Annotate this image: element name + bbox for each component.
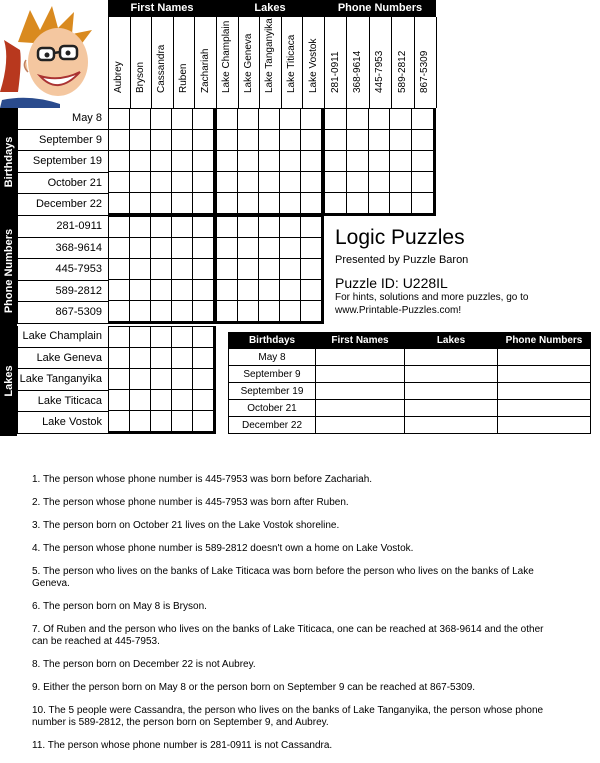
grid-cell[interactable] [412,151,434,172]
grid-cell[interactable] [217,193,238,214]
column-label [282,17,304,108]
grid-cell[interactable] [109,369,130,390]
grid-cell[interactable] [301,151,322,172]
grid-cell[interactable] [217,238,238,259]
grid-cell[interactable] [259,280,280,301]
presented-by: Presented by Puzzle Baron [335,254,469,266]
grid-cell[interactable] [301,193,322,214]
column-label-text: Lake Tanganyika [264,18,276,93]
grid-cell[interactable] [151,217,172,238]
grid-cell[interactable] [238,130,259,151]
answer-input-cell[interactable] [498,349,591,366]
grid-cell[interactable] [412,172,434,193]
answer-table-header: First Names [316,333,405,349]
grid-cell[interactable] [347,193,369,214]
grid-cell[interactable] [130,411,151,432]
clue: 10. The 5 people were Cassandra, the person who lives on the banks of Lake Tanganyika, the person whose phone number is 589-2812, the person born on September 9, and Aubrey. [32,705,544,728]
answer-input-cell[interactable] [498,383,591,400]
column-label-text: Ruben [178,63,190,93]
answer-table [228,332,591,434]
grid-cell[interactable] [151,193,172,214]
answer-input-cell[interactable] [316,417,405,434]
grid-cell[interactable] [238,172,259,193]
grid-cell[interactable] [390,151,412,172]
grid-cell[interactable] [130,193,151,214]
column-label-text: Zachariah [199,48,211,93]
column-label [415,17,437,108]
grid-cell[interactable] [172,109,193,130]
answer-row-label: September 9 [229,366,316,383]
column-label [174,17,196,108]
answer-input-cell[interactable] [498,400,591,417]
grid-cell[interactable] [172,193,193,214]
grid-cell[interactable] [217,130,238,151]
grid-cell[interactable] [193,301,214,322]
grid-cell[interactable] [280,151,301,172]
grid-cell[interactable] [390,193,412,214]
grid-cell[interactable] [109,217,130,238]
grid-cell[interactable] [347,130,369,151]
grid-cell[interactable] [280,130,301,151]
answer-input-cell[interactable] [405,366,498,383]
grid-block [324,108,436,216]
side-header-birthdays: Birthdays [0,108,17,216]
grid-cell[interactable] [151,151,172,172]
column-label-text: 281-0911 [329,51,341,93]
header-lakes: Lakes [216,0,324,16]
grid-cell[interactable] [151,348,172,369]
grid-cell[interactable] [130,390,151,411]
grid-cell[interactable] [217,301,238,322]
column-label-text: Aubrey [113,61,125,93]
puzzle-id: Puzzle ID: U228IL [335,275,448,291]
grid-cell[interactable] [301,172,322,193]
grid-cell[interactable] [280,109,301,130]
column-label [325,17,347,108]
column-label-text: 589-2812 [396,50,408,93]
grid-cell[interactable] [193,130,214,151]
grid-cell[interactable] [172,238,193,259]
answer-row-label: December 22 [229,417,316,434]
grid-cell[interactable] [130,301,151,322]
grid-cell[interactable] [238,238,259,259]
row-label: 445-7953 [17,259,108,281]
row-labels [17,108,108,436]
answer-input-cell[interactable] [405,417,498,434]
grid-cell[interactable] [325,193,347,214]
grid-cell[interactable] [130,327,151,348]
row-label: September 19 [17,151,108,173]
grid-cell[interactable] [369,151,391,172]
row-label: September 9 [17,130,108,152]
grid-cell[interactable] [280,238,301,259]
side-header-lakes: Lakes [0,326,17,436]
grid-cell[interactable] [151,327,172,348]
grid-cell[interactable] [238,280,259,301]
grid-cell[interactable] [390,172,412,193]
grid-cell[interactable] [412,109,434,130]
grid-cell[interactable] [109,172,130,193]
grid-cell[interactable] [259,301,280,322]
grid-cell[interactable] [301,259,322,280]
clues-list [32,474,562,763]
grid-cell[interactable] [280,259,301,280]
grid-cell[interactable] [151,109,172,130]
grid-cell[interactable] [130,217,151,238]
puzzle-title: Logic Puzzles [335,226,465,249]
grid-cell[interactable] [325,172,347,193]
answer-row-label: October 21 [229,400,316,417]
grid-cell[interactable] [172,327,193,348]
grid-cell[interactable] [151,301,172,322]
grid-cell[interactable] [130,130,151,151]
grid-cell[interactable] [172,280,193,301]
answer-row-label: September 19 [229,383,316,400]
grid-cell[interactable] [193,280,214,301]
answer-table-header: Phone Numbers [498,333,591,349]
answer-input-cell[interactable] [405,400,498,417]
grid-cell[interactable] [109,259,130,280]
header-phone-numbers: Phone Numbers [324,0,436,16]
row-label: May 8 [17,108,108,130]
column-label [303,17,325,108]
grid-block [216,108,324,216]
grid-cell[interactable] [130,348,151,369]
grid-cell[interactable] [259,151,280,172]
grid-cell[interactable] [193,327,214,348]
column-label-text: 445-7953 [374,50,386,93]
grid-cell[interactable] [172,390,193,411]
answer-table-row [229,383,591,400]
grid-cell[interactable] [238,151,259,172]
grid-cell[interactable] [301,238,322,259]
grid-cell[interactable] [172,172,193,193]
column-label [109,17,131,108]
hint-text: For hints, solutions and more puzzles, go to [335,292,529,303]
clue: 8. The person born on December 22 is not Aubrey. [32,659,256,670]
clue: 9. Either the person born on May 8 or the person born on September 9 can be reached at 867-5309. [32,682,476,693]
grid-cell[interactable] [130,109,151,130]
row-label: 867-5309 [17,302,108,324]
grid-cell[interactable] [238,217,259,238]
column-label [131,17,153,108]
column-label [370,17,392,108]
grid-cell[interactable] [347,172,369,193]
grid-cell[interactable] [280,280,301,301]
column-label [347,17,369,108]
grid-cell[interactable] [259,217,280,238]
grid-cell[interactable] [193,348,214,369]
answer-input-cell[interactable] [498,366,591,383]
clue: 3. The person born on October 21 lives on the Lake Vostok shoreline. [32,520,340,531]
grid-cell[interactable] [130,369,151,390]
answer-input-cell[interactable] [405,349,498,366]
grid-cell[interactable] [193,217,214,238]
grid-cell[interactable] [369,193,391,214]
answer-input-cell[interactable] [316,349,405,366]
answer-table-header: Birthdays [229,333,316,349]
clue: 11. The person whose phone number is 281-0911 is not Cassandra. [32,740,333,751]
grid-block [108,108,216,216]
grid-cell[interactable] [172,217,193,238]
row-label: Lake Vostok [17,412,108,434]
grid-cell[interactable] [325,109,347,130]
answer-table-row [229,366,591,383]
grid-cell[interactable] [130,238,151,259]
grid-cell[interactable] [193,109,214,130]
row-label: Lake Tanganyika [17,369,108,391]
grid-cell[interactable] [109,327,130,348]
grid-cell[interactable] [390,130,412,151]
column-label [152,17,174,108]
column-label-text: Lake Vostok [307,38,319,93]
answer-row-label: May 8 [229,349,316,366]
clue: 4. The person whose phone number is 589-2812 doesn't own a home on Lake Vostok. [32,543,414,554]
grid-cell[interactable] [217,151,238,172]
grid-cell[interactable] [109,280,130,301]
grid-cell[interactable] [280,172,301,193]
grid-cell[interactable] [347,109,369,130]
grid-block [216,216,324,324]
grid-cell[interactable] [238,301,259,322]
row-label: Lake Champlain [17,326,108,348]
grid-cell[interactable] [151,238,172,259]
grid-cell[interactable] [301,280,322,301]
puzzle-baron-mascot-logo [0,0,108,108]
row-label: 281-0911 [17,216,108,238]
answer-input-cell[interactable] [405,383,498,400]
grid-cell[interactable] [369,109,391,130]
clue: 1. The person whose phone number is 445-7953 was born before Zachariah. [32,474,373,485]
side-header-phone-numbers: Phone Numbers [0,216,17,326]
grid-cell[interactable] [130,280,151,301]
grid-cell[interactable] [172,130,193,151]
clue: 6. The person born on May 8 is Bryson. [32,601,207,612]
grid-block [108,216,216,324]
column-label [239,17,261,108]
grid-cell[interactable] [193,369,214,390]
grid-cell[interactable] [193,193,214,214]
answer-input-cell[interactable] [316,400,405,417]
grid-cell[interactable] [193,151,214,172]
grid-cell[interactable] [109,390,130,411]
grid-cell[interactable] [172,301,193,322]
answer-input-cell[interactable] [498,417,591,434]
column-names-area [108,16,436,108]
grid-cell[interactable] [172,151,193,172]
grid-cell[interactable] [151,259,172,280]
grid-cell[interactable] [238,193,259,214]
row-label: 368-9614 [17,238,108,260]
grid-cell[interactable] [280,301,301,322]
grid-cell[interactable] [172,411,193,432]
column-label [260,17,282,108]
answer-table-header: Lakes [405,333,498,349]
column-label-text: 867-5309 [419,50,431,93]
grid-cell[interactable] [172,348,193,369]
column-label-text: Bryson [134,61,146,93]
grid-cell[interactable] [193,411,214,432]
column-label-text: Cassandra [156,44,168,93]
row-label: Lake Titicaca [17,391,108,413]
row-label: December 22 [17,194,108,216]
grid-cell[interactable] [109,109,130,130]
grid-cell[interactable] [217,217,238,238]
grid-cell[interactable] [217,280,238,301]
column-label [217,17,239,108]
answer-table-row [229,417,591,434]
column-label-text: Lake Champlain [221,20,233,93]
column-label [392,17,414,108]
grid-cell[interactable] [280,217,301,238]
row-label: Lake Geneva [17,348,108,370]
grid-cell[interactable] [259,238,280,259]
grid-cell[interactable] [217,259,238,280]
grid-cell[interactable] [109,151,130,172]
grid-cell[interactable] [151,280,172,301]
grid-cell[interactable] [109,301,130,322]
grid-cell[interactable] [369,172,391,193]
grid-cell[interactable] [130,259,151,280]
grid-cell[interactable] [172,259,193,280]
grid-cell[interactable] [259,130,280,151]
grid-cell[interactable] [347,151,369,172]
grid-cell[interactable] [109,193,130,214]
header-first-names: First Names [108,0,216,16]
column-label [195,17,217,108]
grid-cell[interactable] [151,172,172,193]
grid-cell[interactable] [151,411,172,432]
grid-cell[interactable] [109,348,130,369]
grid-cell[interactable] [109,130,130,151]
column-label-text: Lake Titicaca [286,34,298,93]
grid-cell[interactable] [151,390,172,411]
row-label: October 21 [17,173,108,195]
answer-input-cell[interactable] [316,383,405,400]
grid-cell[interactable] [259,259,280,280]
grid-cell[interactable] [259,172,280,193]
grid-cell[interactable] [238,259,259,280]
grid-cell[interactable] [217,109,238,130]
row-label: 589-2812 [17,281,108,303]
grid-cell[interactable] [109,411,130,432]
grid-cell[interactable] [412,193,434,214]
grid-cell[interactable] [193,259,214,280]
grid-cell[interactable] [151,130,172,151]
grid-cell[interactable] [369,130,391,151]
grid-cell[interactable] [259,109,280,130]
clue: 2. The person whose phone number is 445-7953 was born after Ruben. [32,497,349,508]
website-link[interactable]: www.Printable-Puzzles.com! [335,305,462,316]
answer-table-row [229,349,591,366]
column-label-text: Lake Geneva [242,33,254,93]
grid-cell[interactable] [193,238,214,259]
grid-block [108,326,216,434]
clue: 5. The person who lives on the banks of Lake Titicaca was born before the person who lives on the banks of Lake Geneva. [32,566,534,589]
answer-table-row [229,400,591,417]
grid-cell[interactable] [259,193,280,214]
grid-cell[interactable] [301,301,322,322]
grid-cell[interactable] [412,130,434,151]
grid-cell[interactable] [280,193,301,214]
grid-cell[interactable] [217,172,238,193]
grid-cell[interactable] [130,151,151,172]
grid-cell[interactable] [130,172,151,193]
grid-cell[interactable] [109,238,130,259]
grid-cell[interactable] [390,109,412,130]
grid-cell[interactable] [301,130,322,151]
grid-cell[interactable] [193,390,214,411]
grid-cell[interactable] [325,130,347,151]
grid-cell[interactable] [325,151,347,172]
grid-cell[interactable] [172,369,193,390]
column-label-text: 368-9614 [352,50,364,93]
grid-cell[interactable] [301,109,322,130]
grid-cell[interactable] [301,217,322,238]
grid-cell[interactable] [151,369,172,390]
grid-cell[interactable] [193,172,214,193]
grid-cell[interactable] [238,109,259,130]
answer-input-cell[interactable] [316,366,405,383]
clue: 7. Of Ruben and the person who lives on the banks of Lake Titicaca, one can be reached at 368-9614 and the other can be reached at 445-7953. [32,624,544,647]
